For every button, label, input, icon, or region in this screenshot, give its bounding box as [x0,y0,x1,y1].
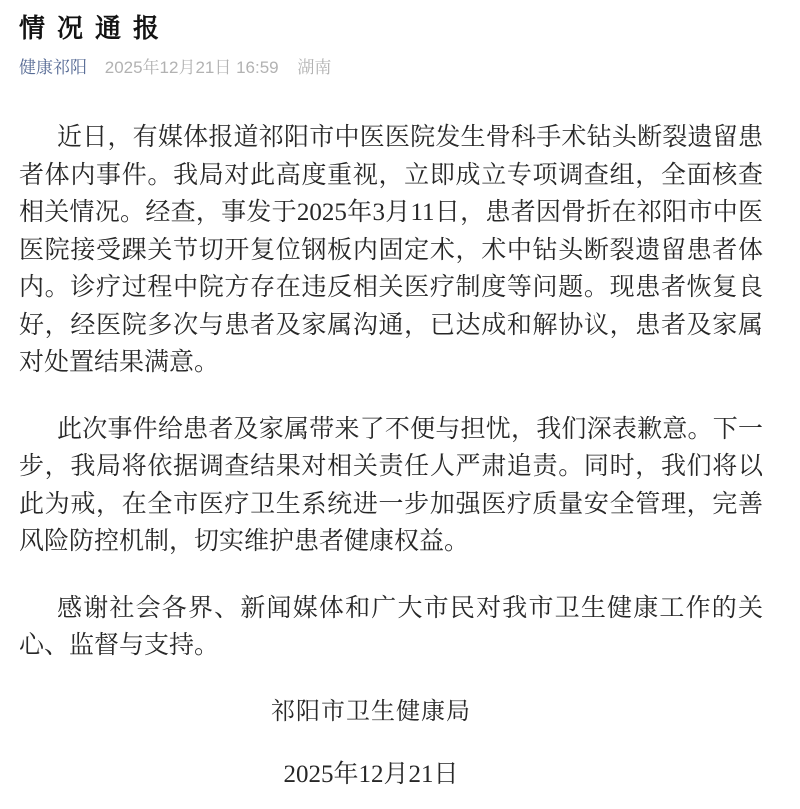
byline [19,57,763,78]
publish-datetime: 2025年12月21日 16:59 [104,58,279,77]
issuing-authority-signature: 祁阳市卫生健康局 [271,698,471,725]
issue-date: 2025年12月21日 [283,761,459,788]
body-paragraph-3: 感谢社会各界、新闻媒体和广大市民对我市卫生健康工作的关心、监督与支持。 [19,594,763,659]
sign-off-block [19,694,763,794]
body-paragraph-1: 近日，有媒体报道祁阳市中医医院发生骨科手术钻头断裂遗留患者体内事件。我局对此高度重视，立即成立专项调查组，全面核查相关情况。经查，事发于2025年3月11日，患者因骨折在祁阳市中医医院接受踝关节切开复位钢板内固定术，术中钻头断裂遗留患者体内。诊疗过程中院方存在违反相关医疗制度等问题。现患者恢复良好，经医院多次与患者及家属沟通，已达成和解协议，患者及家属对处置结果满意。 [19,124,763,376]
account-name-link[interactable]: 健康祁阳 [19,58,87,77]
body-paragraph-2: 此次事件给患者及家属带来了不便与担忧，我们深表歉意。下一步，我局将依据调查结果对相关责任人严肃追责。同时，我们将以此为戒，在全市医疗卫生系统进一步加强医疗质量安全管理，完善风险防控机制，切实维护患者健康权益。 [19,415,763,555]
page-title: 情况通报 [19,13,172,43]
publish-location: 湖南 [297,58,332,77]
article-body [19,119,763,794]
